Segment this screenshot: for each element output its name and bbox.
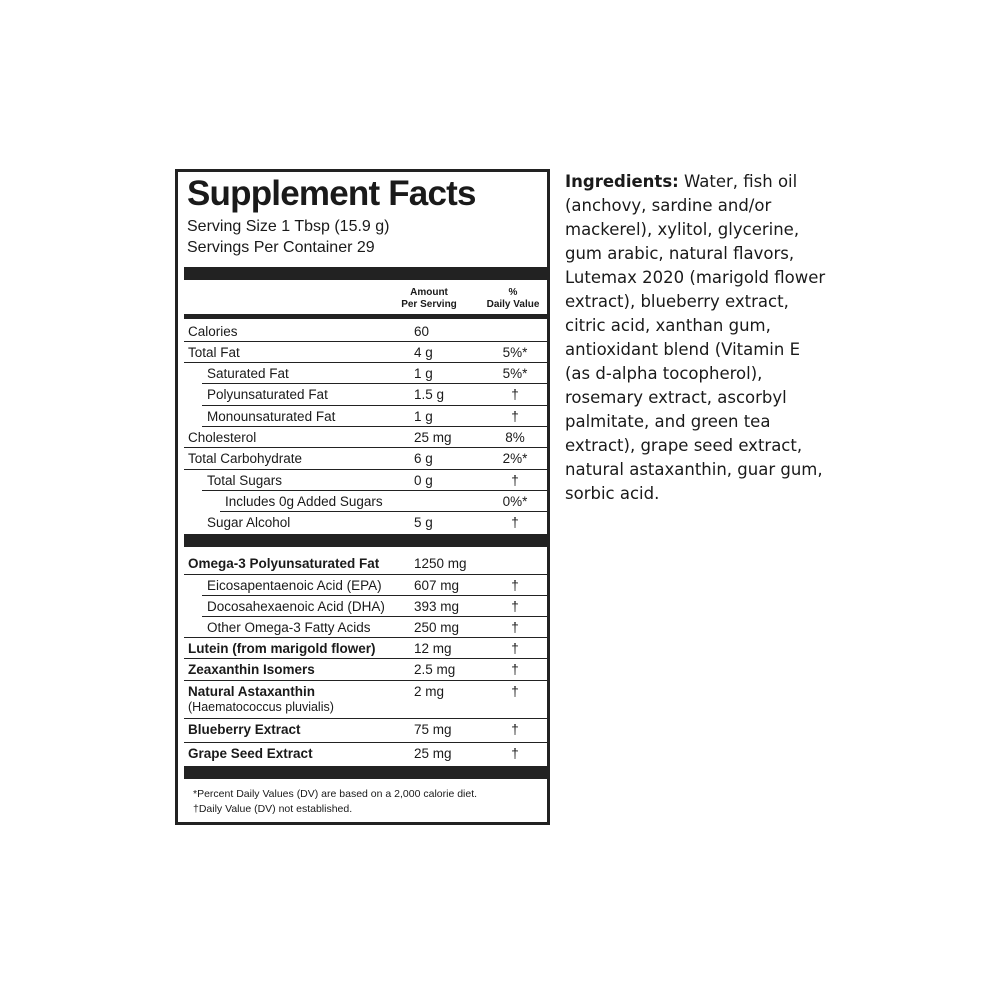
nutrient-label: Cholesterol — [188, 430, 257, 445]
nutrient-label: Other Omega-3 Fatty Acids — [207, 620, 371, 635]
nutrient-label: Blueberry Extract — [188, 722, 301, 737]
nutrient-label: Eicosapentaenoic Acid (EPA) — [207, 578, 382, 593]
table-row — [184, 659, 547, 681]
dv-header-line-2: Daily Value — [486, 299, 540, 310]
amount-per-serving: 6 g — [414, 451, 433, 466]
table-row — [184, 617, 547, 638]
nutrient-label: Polyunsaturated Fat — [207, 387, 328, 402]
amount-per-serving: 0 g — [414, 473, 433, 488]
table-row — [184, 384, 547, 406]
nutrient-label: Omega-3 Polyunsaturated Fat — [188, 556, 380, 571]
dv-header-line-1: % — [508, 287, 518, 298]
daily-value-column-header — [482, 287, 544, 311]
table-row — [184, 342, 547, 363]
nutrient-sublabel: (Haematococcus pluvialis) — [188, 700, 334, 714]
table-row — [184, 743, 547, 766]
amount-header-line-2: Per Serving — [401, 299, 457, 310]
servings-per-container: Servings Per Container 29 — [187, 239, 375, 256]
daily-value-percent: † — [511, 620, 519, 635]
nutrient-label: Zeaxanthin Isomers — [188, 662, 315, 677]
bottom-thick-bar — [184, 766, 547, 779]
top-thick-bar — [184, 267, 547, 280]
nutrient-label: Total Carbohydrate — [188, 451, 303, 466]
amount-per-serving: 60 — [414, 324, 430, 339]
table-row — [184, 427, 547, 448]
daily-value-percent: † — [511, 387, 519, 402]
daily-value-percent: † — [511, 409, 519, 424]
daily-value-percent: † — [511, 722, 519, 737]
amount-per-serving: 1.5 g — [414, 387, 445, 402]
amount-per-serving: 1250 mg — [414, 556, 467, 571]
amount-per-serving: 607 mg — [414, 578, 460, 593]
daily-value-percent: 5%* — [502, 345, 528, 360]
table-row — [184, 448, 547, 470]
ingredients-label: Ingredients: — [565, 172, 679, 191]
table-row — [184, 638, 547, 659]
table-row — [184, 491, 547, 512]
amount-per-serving: 5 g — [414, 515, 433, 530]
daily-value-percent: † — [511, 578, 519, 593]
table-row — [184, 596, 547, 617]
daily-value-percent: † — [511, 684, 519, 699]
daily-value-percent: 0%* — [502, 494, 528, 509]
nutrient-label: Docosahexaenoic Acid (DHA) — [207, 599, 385, 614]
table-row — [184, 719, 547, 743]
daily-value-percent: † — [511, 515, 519, 530]
amount-per-serving: 2.5 mg — [414, 662, 456, 677]
amount-per-serving: 2 mg — [414, 684, 445, 699]
amount-per-serving: 75 mg — [414, 722, 452, 737]
ingredients-text: Water, fish oil (anchovy, sardine and/or mackerel), xylitol, glycerine, gum arabic, natural flavors, Lutemax 2020 (marigold flower extract), blueberry extract, citric acid, xanthan gum, antioxidant blend (Vitamin E (as d-alpha tocopherol), rosemary extract, ascorbyl palmitate, and green tea extract), grape seed extract, natural astaxanthin, guar gum, sorbic acid. — [565, 172, 826, 503]
header-bar — [184, 314, 547, 319]
amount-column-header — [394, 287, 464, 311]
nutrient-label: Grape Seed Extract — [188, 746, 313, 761]
table-row — [184, 363, 547, 384]
daily-value-percent: † — [511, 746, 519, 761]
daily-value-percent: 5%* — [502, 366, 528, 381]
amount-per-serving: 12 mg — [414, 641, 452, 656]
nutrient-label: Total Sugars — [207, 473, 283, 488]
daily-value-percent: † — [511, 473, 519, 488]
nutrient-label: Saturated Fat — [207, 366, 289, 381]
footnote-daily-values: *Percent Daily Values (DV) are based on a 2,000 calorie diet. — [193, 788, 478, 800]
nutrient-label: Natural Astaxanthin — [188, 684, 316, 699]
amount-per-serving: 25 mg — [414, 746, 452, 761]
amount-per-serving: 1 g — [414, 409, 433, 424]
nutrient-label: Lutein (from marigold flower) — [188, 641, 376, 656]
daily-value-percent: † — [511, 662, 519, 677]
serving-size: Serving Size 1 Tbsp (15.9 g) — [187, 218, 390, 235]
amount-per-serving: 250 mg — [414, 620, 460, 635]
ingredients-block — [565, 170, 830, 506]
table-row — [184, 512, 547, 534]
supplement-facts-panel — [175, 169, 550, 825]
amount-header-line-1: Amount — [410, 287, 448, 298]
amount-per-serving: 4 g — [414, 345, 433, 360]
daily-value-percent: 8% — [505, 430, 525, 445]
amount-per-serving: 25 mg — [414, 430, 452, 445]
table-row — [184, 575, 547, 596]
middle-thick-bar — [184, 534, 547, 547]
daily-value-percent: † — [511, 599, 519, 614]
panel-title: Supplement Facts — [187, 174, 476, 213]
table-row — [184, 681, 547, 719]
table-row — [184, 470, 547, 491]
amount-per-serving: 1 g — [414, 366, 433, 381]
daily-value-percent: 2%* — [502, 451, 528, 466]
table-row — [184, 321, 547, 342]
amount-per-serving: 393 mg — [414, 599, 460, 614]
nutrient-label: Sugar Alcohol — [207, 515, 291, 530]
nutrient-label: Total Fat — [188, 345, 240, 360]
nutrient-label: Includes 0g Added Sugars — [225, 494, 383, 509]
footnote-dv-not-established: †Daily Value (DV) not established. — [193, 803, 353, 815]
table-row — [184, 406, 547, 427]
nutrient-label: Monounsaturated Fat — [207, 409, 336, 424]
daily-value-percent: † — [511, 641, 519, 656]
table-row — [184, 553, 547, 575]
nutrient-label: Calories — [188, 324, 238, 339]
